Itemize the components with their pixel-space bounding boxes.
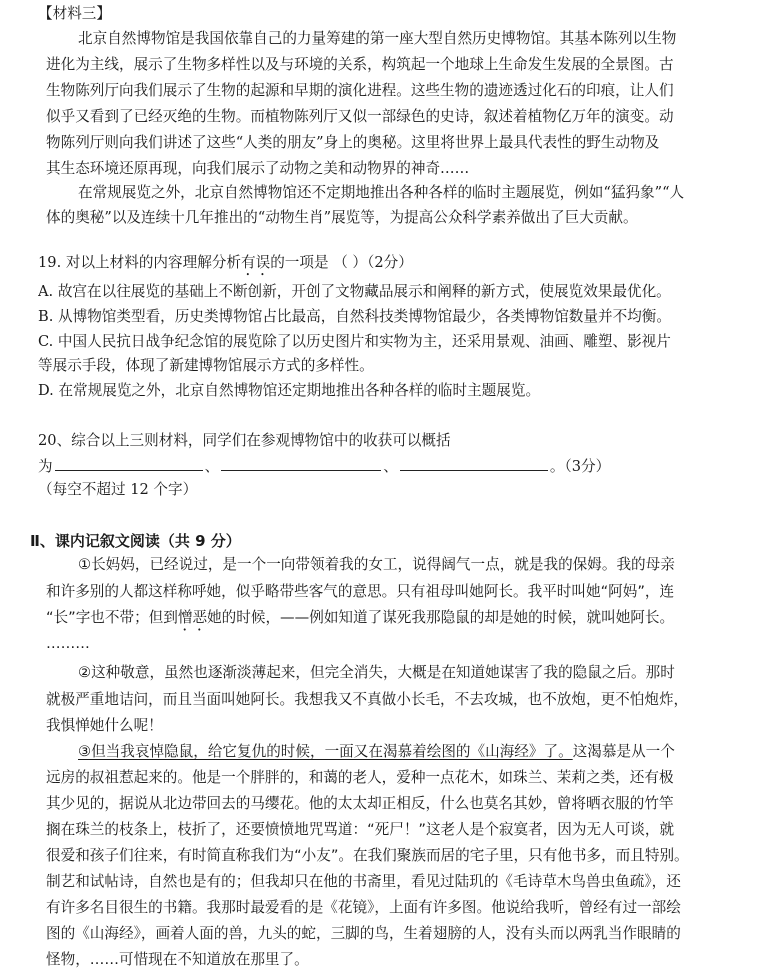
question-20-stem: 20、综合以上三则材料，同学们在参观博物馆中的收获可以概括 xyxy=(38,432,451,449)
question-20-answer-line: 为 、 、 。（3分） xyxy=(38,458,611,475)
passage-line: 和许多别的人都这样称呼她，似乎略带些客气的意思。只有祖母叫她阿长。我平时叫她“阿妈”，连 xyxy=(46,583,675,600)
material-line: 似乎又看到了已经灭绝的生物。而植物陈列厅又似一部绿色的史诗，叙述着植物亿万年的演变。动 xyxy=(46,108,674,125)
material-line: 体的奥秘”以及连续十几年推出的“动物生肖”展览等，为提高公众科学素养做出了巨大贡献。 xyxy=(46,209,638,226)
passage-line: 远房的叔祖惹起来的。他是一个胖胖的，和蔼的老人，爱种一点花木，如珠兰、茉莉之类，还有极 xyxy=(46,769,674,786)
material-line: 生物陈列厅向我们展示了生物的起源和早期的演化进程。这些生物的遗迹透过化石的印痕，让人们 xyxy=(46,82,674,99)
passage-line: 怪物，……可惜现在不知道放在那里了。 xyxy=(46,951,309,968)
question-19-stem: 19. 对以上材料的内容理解分析有误的一项是 （ ）（2分） xyxy=(38,254,413,271)
option-d: D. 在常规展览之外，北京自然博物馆还定期地推出各种各样的临时主题展览。 xyxy=(38,382,541,399)
passage-line: 图的《山海经》，画着人面的兽，九头的蛇，三脚的鸟，生着翅膀的人，没有头而以两乳当作眼睛的 xyxy=(46,925,681,942)
passage-line: ③但当我哀悼隐鼠，给它复仇的时候，一面又在渴慕着绘图的《山海经》了。这渴慕是从一个 xyxy=(78,743,675,760)
material-line: 北京自然博物馆是我国依靠自己的力量筹建的第一座大型自然历史博物馆。其基本陈列以生物 xyxy=(78,30,677,47)
material-line: 物陈列厅则向我们讲述了这些“人类的朋友”身上的奥秘。这里将世界上最具代表性的野生动物及 xyxy=(46,134,660,151)
material-line: 进化为主线，展示了生物多样性以及与环境的关系，构筑起一个地球上生命发生发展的全景图。古 xyxy=(46,56,674,73)
passage-line: 就极严重地诘问，而且当面叫她阿长。我想我又不真做小长毛，不去攻城，也不放炮，更不怕炮炸， xyxy=(46,691,689,708)
passage-line: “长”字也不带；但到憎恶她的时候，——例如知道了谋死我那隐鼠的却是她的时候，就叫她阿长。 xyxy=(46,609,675,626)
passage-line: 很爱和孩子们往来，有时简直称我们为“小友”。在我们聚族而居的宅子里，只有他书多，而且特别。 xyxy=(46,847,689,864)
underlined-sentence: ③但当我哀悼隐鼠，给它复仇的时候，一面又在渴慕着绘图的《山海经》了。 xyxy=(78,743,573,760)
passage-line: 其少见的，据说从北边带回去的马缨花。他的太太却正相反，什么也莫名其妙，曾将晒衣服的竹竿 xyxy=(46,795,674,812)
material-line: 其生态环境还原再现，向我们展示了动物之美和动物界的神奇…… xyxy=(46,160,470,177)
passage-line: 制艺和试帖诗，自然也是有的；但我却只在他的书斋里，看见过陆玑的《毛诗草木鸟兽虫鱼疏》，还 xyxy=(46,873,681,890)
option-a: A. 故宫在以往展览的基础上不断创新，开创了文物藏品展示和阐释的新方式，使展览效果最优化。 xyxy=(38,283,671,300)
question-20-note: （每空不超过 12 个字） xyxy=(38,481,198,498)
emphasis-text: 憎恶 xyxy=(177,609,208,626)
passage-line: ①长妈妈，已经说过，是一个一向带领着我的女工，说得阔气一点，就是我的保姆。我的母亲 xyxy=(78,556,675,573)
passage-line: 有许多名目很生的书籍。我那时最爱看的是《花镜》，上面有许多图。他说给我听，曾经有过一部绘 xyxy=(46,899,681,916)
passage-line: 搁在珠兰的枝条上，枝折了，还要愤愤地咒骂道：“死尸！”这老人是个寂寞者，因为无人可谈，就 xyxy=(46,821,675,838)
passage-ellipsis: ……… xyxy=(46,635,90,652)
option-c: C. 中国人民抗日战争纪念馆的展览除了以历史图片和实物为主，还采用景观、油画、雕塑、影视片 xyxy=(38,333,671,350)
option-b: B. 从博物馆类型看，历史类博物馆占比最高，自然科技类博物馆最少，各类博物馆数量并不均衡。 xyxy=(38,308,671,325)
answer-blank-1[interactable] xyxy=(55,456,203,471)
material-heading: 【材料三】 xyxy=(38,5,111,22)
answer-blank-3[interactable] xyxy=(400,456,548,471)
section-title: Ⅱ、课内记叙文阅读（共 9 分） xyxy=(30,532,241,550)
passage-line: ②这种敬意，虽然也逐渐淡薄起来，但完全消失，大概是在知道她谋害了我的隐鼠之后。那时 xyxy=(78,664,675,681)
emphasis-text: 有误 xyxy=(240,254,271,271)
option-c-continued: 等展示手段，体现了新建博物馆展示方式的多样性。 xyxy=(38,357,374,374)
answer-blank-2[interactable] xyxy=(221,456,381,471)
material-line: 在常规展览之外，北京自然博物馆还不定期地推出各种各样的临时主题展览，例如“猛犸象”“人 xyxy=(78,184,685,201)
passage-line: 我惧惮她什么呢！ xyxy=(46,717,163,734)
